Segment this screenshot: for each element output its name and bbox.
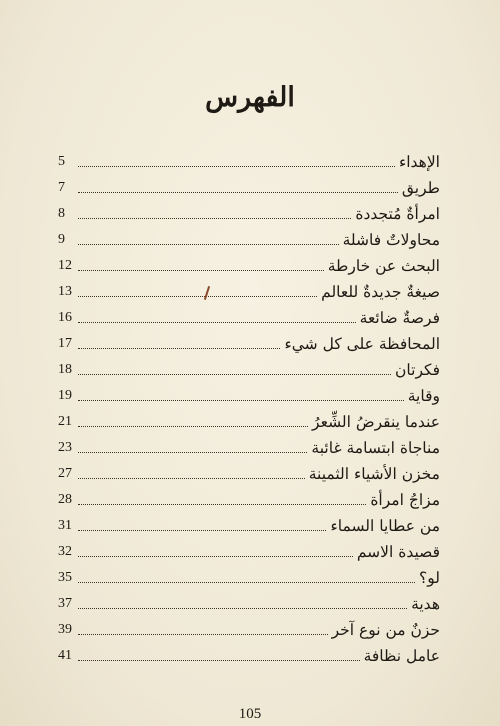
toc-entry-title: وقاية: [407, 387, 440, 405]
toc-entry-page: 5: [58, 154, 65, 169]
toc-entry-title: طريق: [401, 179, 440, 197]
toc-entry-title: مزاجُ امرأة: [370, 491, 440, 509]
dot-leader: [78, 191, 398, 193]
toc-entry-page: 17: [58, 336, 72, 351]
toc-entry-page: 41: [58, 648, 72, 663]
toc-entry: [58, 328, 440, 354]
toc-entry: [58, 250, 440, 276]
toc-entry: [58, 458, 440, 484]
dot-leader: [78, 581, 415, 583]
dot-leader: [78, 607, 407, 609]
dot-leader: [78, 399, 404, 401]
toc-entry-page: 7: [58, 180, 65, 195]
dot-leader: [78, 269, 324, 271]
dot-leader: [78, 659, 360, 661]
toc-entry-page: 16: [58, 310, 72, 325]
toc-entry-title: الإهداء: [398, 153, 440, 171]
dot-leader: [78, 243, 339, 245]
toc-entry-page: 32: [58, 544, 72, 559]
toc-entry: [58, 276, 440, 302]
toc-entry-page: 31: [58, 518, 72, 533]
toc-entry: [58, 614, 440, 640]
toc-entry-title: هدية: [411, 595, 440, 613]
toc-entry-page: 8: [58, 206, 65, 221]
toc-entry-page: 23: [58, 440, 72, 455]
toc-entry-page: 18: [58, 362, 72, 377]
toc-entry-page: 39: [58, 622, 72, 637]
dot-leader: [78, 217, 351, 219]
dot-leader: [78, 529, 326, 531]
toc-entry-page: 13: [58, 284, 72, 299]
toc-entry-page: 35: [58, 570, 72, 585]
dot-leader: [78, 477, 305, 479]
toc-entry: [58, 198, 440, 224]
toc-entry: [58, 484, 440, 510]
page-number: 105: [238, 706, 262, 722]
toc-entry-title: صيغةٌ جديدةٌ للعالم: [321, 283, 440, 301]
toc-entry-title: المحافظة على كل شيء: [284, 335, 440, 353]
dot-leader: [78, 451, 307, 453]
toc-entry: [58, 510, 440, 536]
dot-leader: [78, 165, 395, 167]
toc-entry-title: البحث عن خارطة: [327, 257, 440, 275]
toc-entry: [58, 380, 440, 406]
toc-entry-page: 9: [58, 232, 65, 247]
toc-entry-page: 19: [58, 388, 72, 403]
dot-leader: [78, 321, 356, 323]
toc-entry-title: لو؟: [419, 569, 440, 587]
toc-entry: [58, 536, 440, 562]
toc-entry: [58, 354, 440, 380]
toc-entry: [58, 640, 440, 666]
toc-entry: [58, 432, 440, 458]
toc-entry-title: قصيدة الاسم: [356, 543, 440, 561]
dot-leader: [78, 295, 317, 297]
toc-entry-page: 27: [58, 466, 72, 481]
toc-entry-title: عندما ينقرضُ الشِّعرُ: [312, 413, 440, 431]
toc-entry: [58, 562, 440, 588]
toc-entry-title: حزنٌ من نوع آخر: [331, 621, 440, 639]
dot-leader: [78, 555, 353, 557]
page-title: الفهرس: [205, 82, 295, 113]
toc-entry-title: فكرتان: [395, 361, 440, 379]
toc-entry-title: من عطايا السماء: [330, 517, 440, 535]
toc-entry-title: عامل نظافة: [363, 647, 440, 665]
toc-entry-title: فرصةٌ ضائعة: [359, 309, 440, 327]
toc-entry: [58, 588, 440, 614]
dot-leader: [78, 633, 328, 635]
toc-entry: [58, 172, 440, 198]
toc-entry-page: 37: [58, 596, 72, 611]
toc-entry-title: امرأةٌ مُتجددة: [355, 205, 440, 223]
toc-entry-page: 28: [58, 492, 72, 507]
dot-leader: [78, 503, 366, 505]
toc-entry: [58, 224, 440, 250]
dot-leader: [78, 425, 308, 427]
toc-entry: [58, 406, 440, 432]
dot-leader: [78, 373, 391, 375]
toc-entry-title: مخزن الأشياء الثمينة: [308, 465, 440, 483]
toc-entry-title: مناجاة ابتسامة غائبة: [311, 439, 440, 457]
toc-entry-page: 21: [58, 414, 72, 429]
dot-leader: [78, 347, 280, 349]
toc-entry-title: محاولاتٌ فاشلة: [342, 231, 440, 249]
toc-entry-page: 12: [58, 258, 72, 273]
toc-entry: [58, 146, 440, 172]
toc-entry: [58, 302, 440, 328]
